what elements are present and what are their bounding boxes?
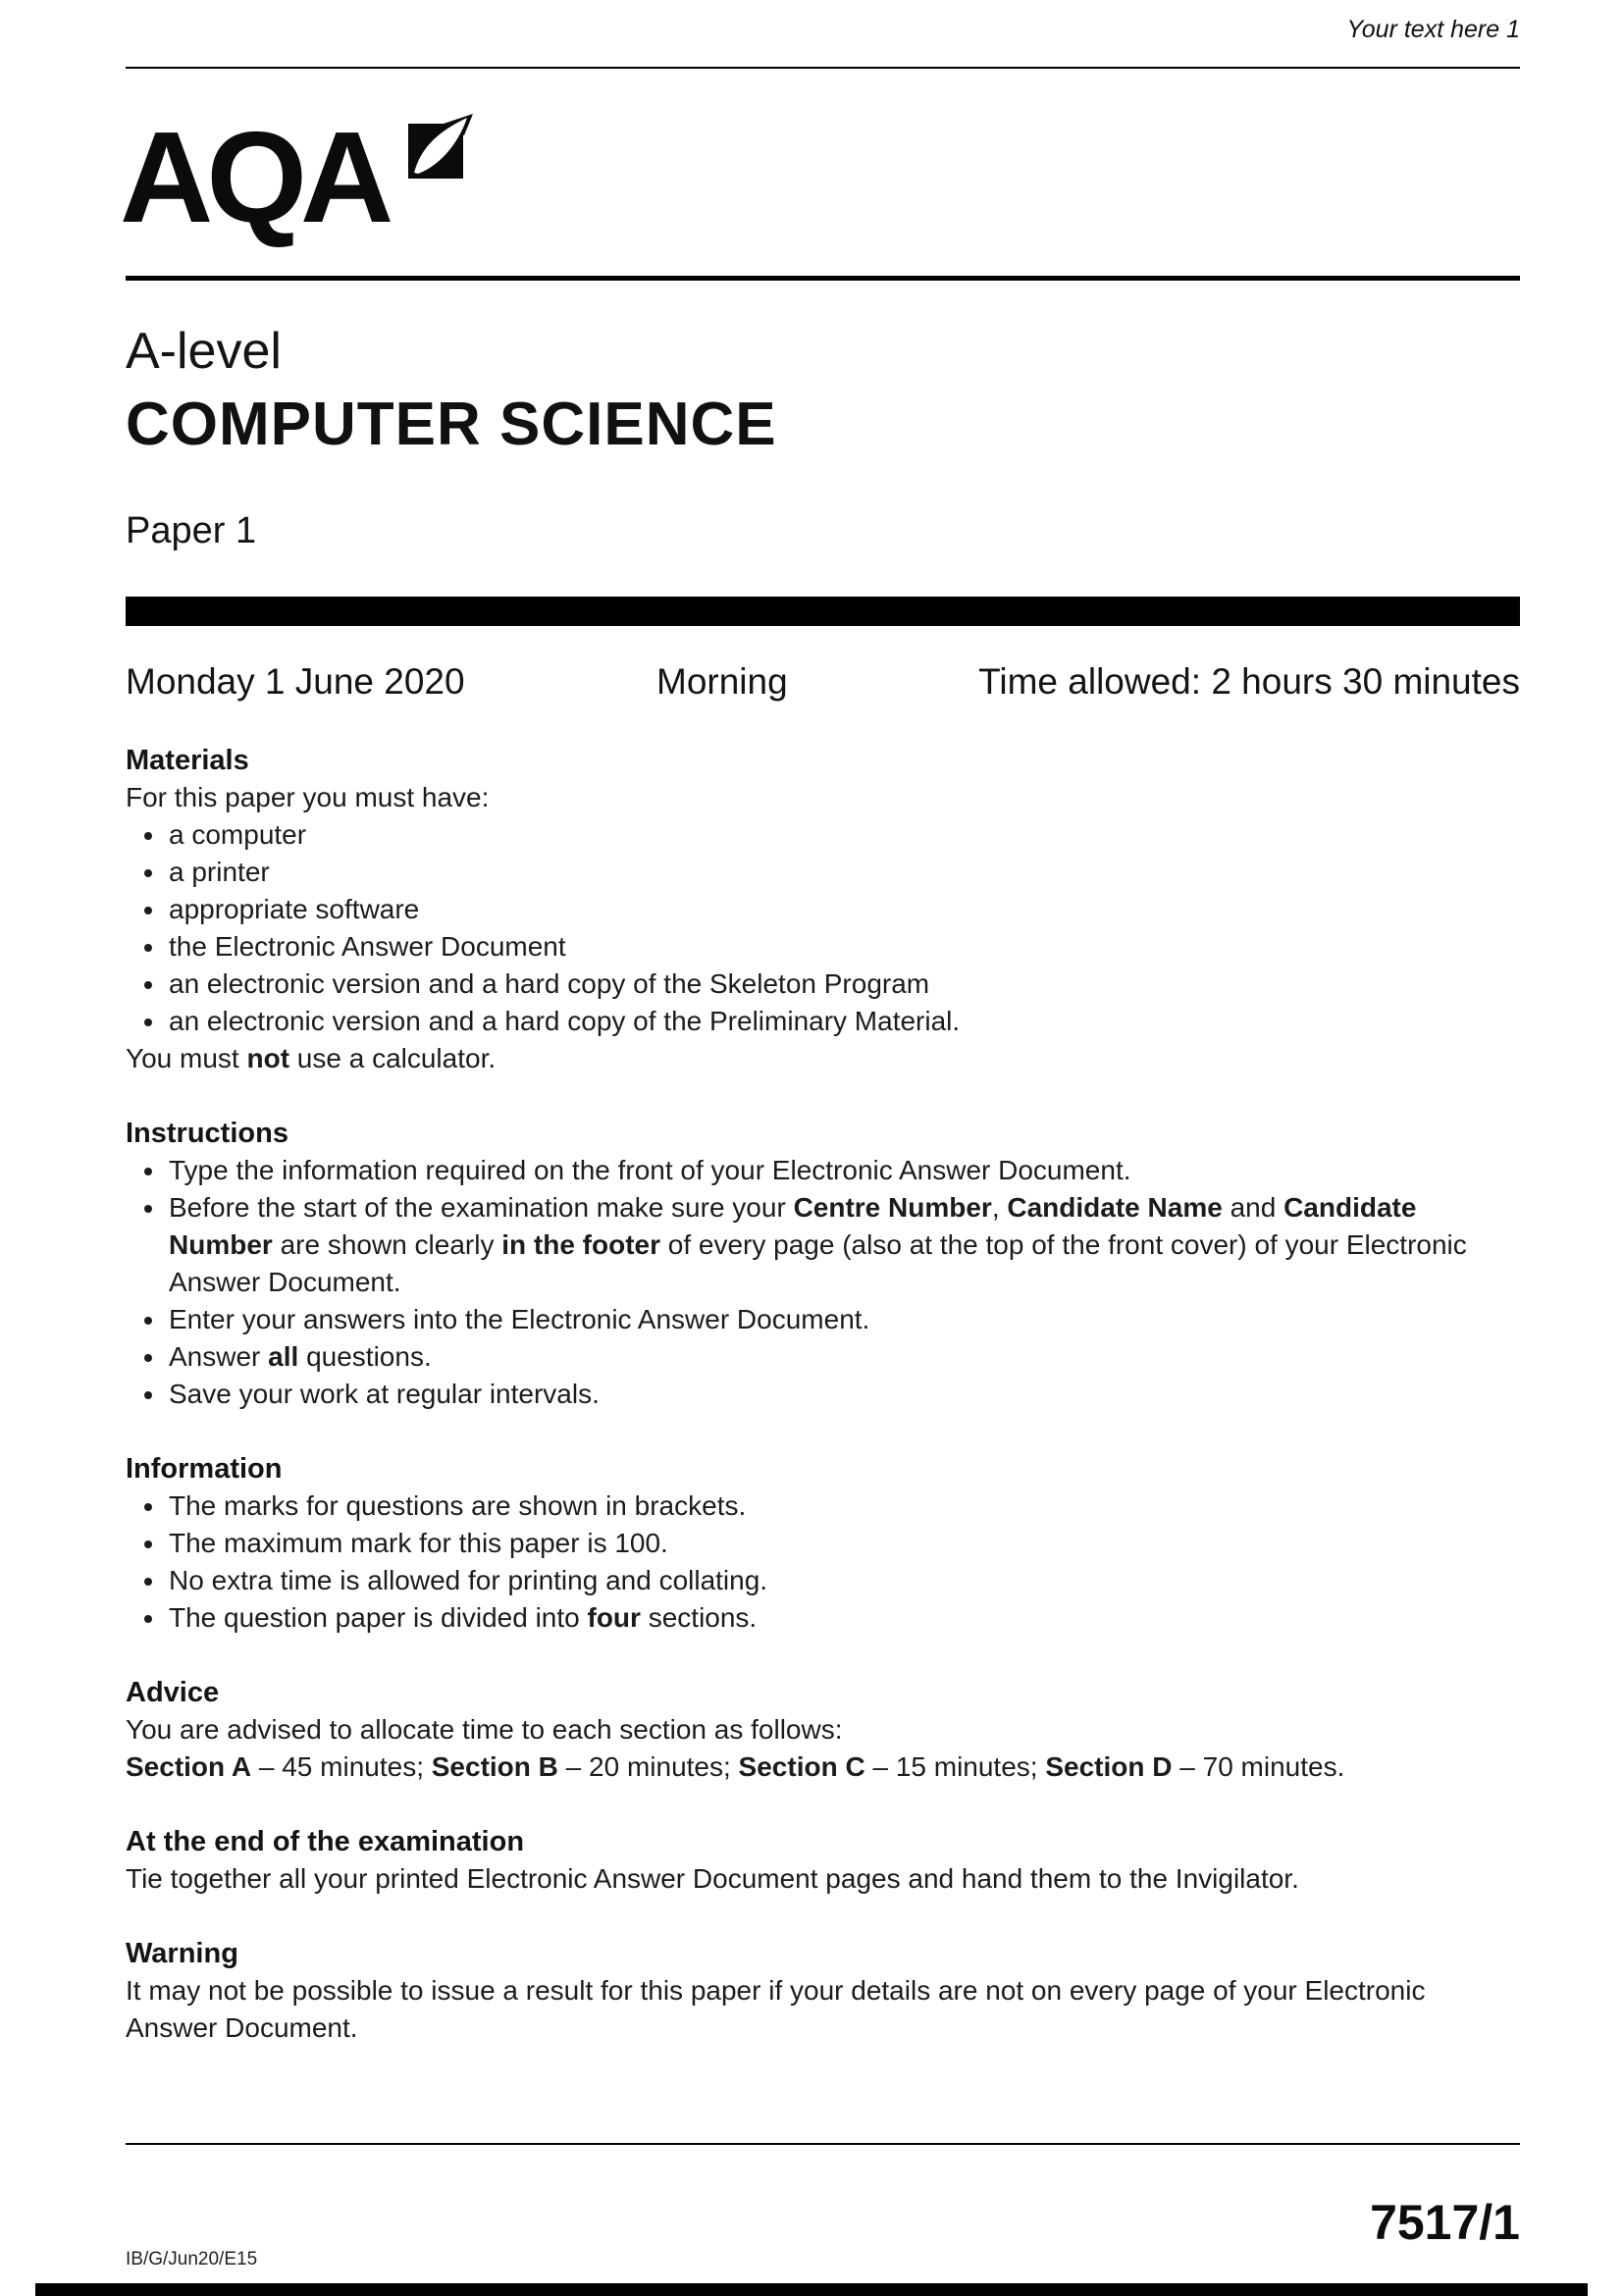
exam-date: Monday 1 June 2020: [126, 661, 465, 702]
bullet-item: • The question paper is divided into four sections.: [167, 1599, 1520, 1637]
paragraph: For this paper you must have:: [126, 782, 490, 812]
bullet-item: • an electronic version and a hard copy of the Preliminary Material.: [167, 1003, 1520, 1040]
exam-info-row: [126, 659, 1520, 704]
bullet-list: [126, 1487, 1520, 1637]
footer-rule: [126, 2143, 1520, 2145]
bullet-item: • a computer: [167, 816, 1520, 854]
bullet-item: • Type the information required on the front of your Electronic Answer Document.: [167, 1152, 1520, 1189]
sections: [126, 742, 1520, 2047]
section-heading: Warning: [126, 1938, 238, 1969]
bottom-edge-bar: [35, 2283, 1588, 2296]
bullet-item: • an electronic version and a hard copy of the Skeleton Program: [167, 965, 1520, 1003]
bullet-item: • Before the start of the examination make sure your Centre Number, Candidate Name and Candidate Number are shown clearly in the footer of every page (also at the top of the front cover) of your Electronic Answer Document.: [167, 1189, 1520, 1301]
bullet-list: [126, 816, 1520, 1040]
time-allowed: Time allowed: 2 hours 30 minutes: [978, 661, 1520, 702]
section-heading: At the end of the examination: [126, 1826, 525, 1857]
section-advice: [126, 1674, 1520, 1786]
section-heading: Materials: [126, 745, 249, 776]
aqa-logo-text: AQA: [120, 105, 388, 249]
watermark-text: Your text here 1: [1346, 16, 1520, 43]
footer-reference-code: IB/G/Jun20/E15: [126, 2249, 258, 2270]
divider-bar: [126, 597, 1520, 626]
paragraph: You are advised to allocate time to each section as follows:: [126, 1714, 843, 1745]
aqa-leaf-icon: [408, 114, 473, 179]
bullet-item: • The marks for questions are shown in brackets.: [167, 1487, 1520, 1525]
section-heading: Instructions: [126, 1118, 288, 1149]
section-warning: [126, 1935, 1520, 2047]
bullet-item: • the Electronic Answer Document: [167, 928, 1520, 965]
paper-number: Paper 1: [126, 510, 257, 551]
bullet-item: • No extra time is allowed for printing and collating.: [167, 1562, 1520, 1599]
bullet-item: • a printer: [167, 854, 1520, 891]
bullet-item: • appropriate software: [167, 891, 1520, 928]
section-at-the-end-of-the-examination: [126, 1823, 1520, 1898]
section-instructions: [126, 1115, 1520, 1413]
bullet-list: [126, 1152, 1520, 1413]
paragraph: Section A – 45 minutes; Section B – 20 minutes; Section C – 15 minutes; Section D – 70 minutes.: [126, 1751, 1345, 1782]
paper-code: 7517/1: [1370, 2195, 1520, 2250]
bullet-item: • Answer all questions.: [167, 1338, 1520, 1376]
exam-session: Morning: [656, 661, 788, 702]
section-heading: Advice: [126, 1677, 220, 1708]
qualification-title: A-level: [126, 323, 282, 380]
paragraph: Tie together all your printed Electronic Answer Document pages and hand them to the Invigilator.: [126, 1863, 1299, 1894]
bullet-item: • Save your work at regular intervals.: [167, 1376, 1520, 1413]
paragraph: It may not be possible to issue a result for this paper if your details are not on every page of your Electronic Answer Document.: [126, 1975, 1426, 2043]
bullet-item: • The maximum mark for this paper is 100.: [167, 1525, 1520, 1562]
aqa-logo: [120, 105, 1520, 249]
subject-title: COMPUTER SCIENCE: [126, 391, 777, 458]
section-heading: Information: [126, 1453, 283, 1485]
bullet-item: • Enter your answers into the Electronic Answer Document.: [167, 1301, 1520, 1338]
section-materials: [126, 742, 1520, 1077]
page-content: [120, 0, 1520, 2047]
section-information: [126, 1450, 1520, 1637]
paragraph: You must not use a calculator.: [126, 1043, 497, 1073]
logo-rule: [126, 276, 1520, 281]
top-rule: [126, 67, 1520, 69]
